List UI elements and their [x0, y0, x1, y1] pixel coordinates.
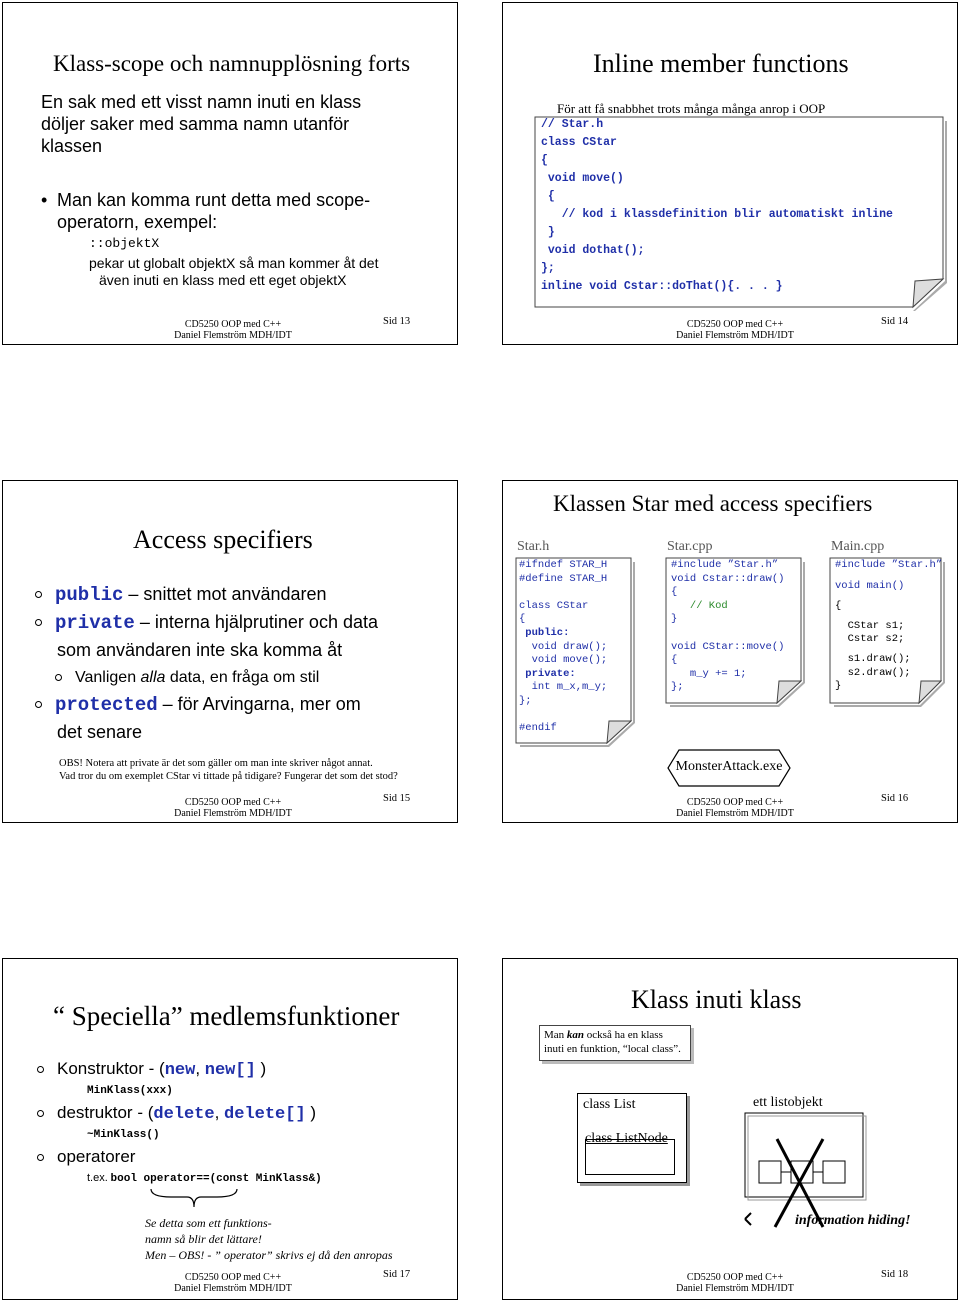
sub-text: pekar ut globalt objektX så man kommer åt det även inuti en klass med ett eget objektX: [89, 255, 379, 288]
exe-label: MonsterAttack.exe: [675, 759, 783, 774]
code-block: // Star.h class CStar { void move() { // kod i klassdefinition blir automatiskt inline } void dothat(); }; inline void Cstar::doThat(){. . . }: [541, 118, 893, 293]
list-item: private – interna hjälprutiner och data: [31, 609, 378, 637]
slide-footer: CD5250 OOP med C++ Daniel Flemström MDH/IDT: [174, 797, 292, 819]
file-name-star-cpp: Star.cpp: [667, 539, 713, 554]
file-name-star-h: Star.h: [517, 539, 550, 554]
page-number: Sid 18: [881, 1269, 909, 1280]
list-object-label: ett listobjekt: [753, 1095, 823, 1110]
note-text: Se detta som ett funktions- namn så blir det lättare! Men – OBS! - ” operator” skrivs ej då den anropas: [145, 1216, 393, 1262]
page-number: Sid 15: [383, 793, 411, 804]
code-star-h: #ifndef STAR_H #define STAR_H class CStar { public: void draw(); void move(); private: int m_x,m_y; }; #endif: [519, 559, 608, 735]
list-item: public – snittet mot användaren: [31, 581, 378, 609]
slide-18: [502, 958, 958, 1300]
code-example: ~MinKlass(): [87, 1129, 160, 1141]
slide-title: Klassen Star med access specifiers: [553, 491, 873, 516]
bullet-marker: [35, 619, 42, 626]
list-item-continued: som användaren inte ska komma åt: [57, 640, 343, 660]
slide-17: [2, 958, 458, 1300]
code-star-cpp: #include ”Star.h” void Cstar::draw() { // Kod } void CStar::move() { m_y += 1; };: [671, 559, 785, 694]
bullet-marker: [55, 674, 62, 681]
slide-footer: CD5250 OOP med C++ Daniel Flemström MDH/IDT: [174, 1272, 292, 1294]
class-list-label: class List: [583, 1097, 636, 1112]
page-number: Sid 13: [383, 316, 411, 327]
code-main-cpp: #include ”Star.h” void main() { CStar s1; Cstar s2; s1.draw(); s2.draw(); }: [835, 559, 943, 693]
code-example: t.ex. bool operator==(const MinKlass&): [87, 1172, 322, 1185]
bullet-list: [31, 581, 378, 746]
page-number: Sid 16: [881, 793, 909, 804]
slide-footer: CD5250 OOP med C++ Daniel Flemström MDH/IDT: [676, 319, 794, 341]
bullet-marker: [35, 701, 42, 708]
bullet-item: Konstruktor - (new, new[] ): [33, 1059, 266, 1080]
note-box: Man kan också ha en klass inuti en funktion, “local class”.: [539, 1025, 691, 1061]
sub-list-item: Vanligen alla data, en fråga om stil: [31, 664, 378, 691]
slide-15: [2, 480, 458, 823]
bullet-marker: [37, 1154, 44, 1161]
note-text: OBS! Notera att private är det som gäller om man inte skriver något annat. Vad tror du om exemplet CStar vi tittade på tidigare? Fungerar det som det stod?: [59, 758, 398, 782]
code-example: ::objektX: [89, 236, 160, 251]
class-listnode-label: class ListNode: [585, 1131, 668, 1146]
slide-title: “ Speciella” medlemsfunktioner: [53, 1001, 400, 1031]
slide-title: Access specifiers: [133, 525, 313, 554]
slide-title: Klass inuti klass: [631, 985, 802, 1014]
file-name-main-cpp: Main.cpp: [831, 539, 885, 554]
bullet-marker: [35, 591, 42, 598]
information-hiding-label: information hiding!: [795, 1213, 911, 1228]
slide-title: Klass-scope och namnupplösning forts: [53, 51, 411, 76]
bullet-item: destruktor - (delete, delete[] ): [33, 1103, 316, 1124]
list-item: protected – för Arvingarna, mer om: [31, 691, 378, 719]
slide-footer: CD5250 OOP med C++ Daniel Flemström MDH/IDT: [676, 797, 794, 819]
bullet-item: operatorer: [33, 1147, 135, 1167]
bullet-marker: [37, 1110, 44, 1117]
bullet-item: • Man kan komma runt detta med scope- operatorn, exempel:: [41, 190, 371, 232]
list-item-continued: det senare: [57, 722, 143, 742]
slide-footer: CD5250 OOP med C++ Daniel Flemström MDH/IDT: [174, 319, 292, 341]
slide-subtitle: För att få snabbhet trots många många anrop i OOP: [557, 101, 826, 116]
slide-title: Inline member functions: [593, 49, 849, 78]
paragraph: En sak med ett visst namn inuti en klass döljer saker med samma namn utanför klassen: [41, 92, 362, 156]
slide-13: [2, 2, 458, 345]
bullet-marker: [37, 1066, 44, 1073]
brace-shape: [149, 1187, 239, 1209]
slide-14: [502, 2, 958, 345]
page-number: Sid 14: [881, 316, 909, 327]
code-example: MinKlass(xxx): [87, 1085, 173, 1097]
bullet-marker: •: [41, 190, 48, 210]
slide-16: [502, 480, 958, 823]
page-number: Sid 17: [383, 1269, 411, 1280]
slide-footer: CD5250 OOP med C++ Daniel Flemström MDH/IDT: [676, 1272, 794, 1294]
list-object-diagram: [739, 1109, 869, 1229]
